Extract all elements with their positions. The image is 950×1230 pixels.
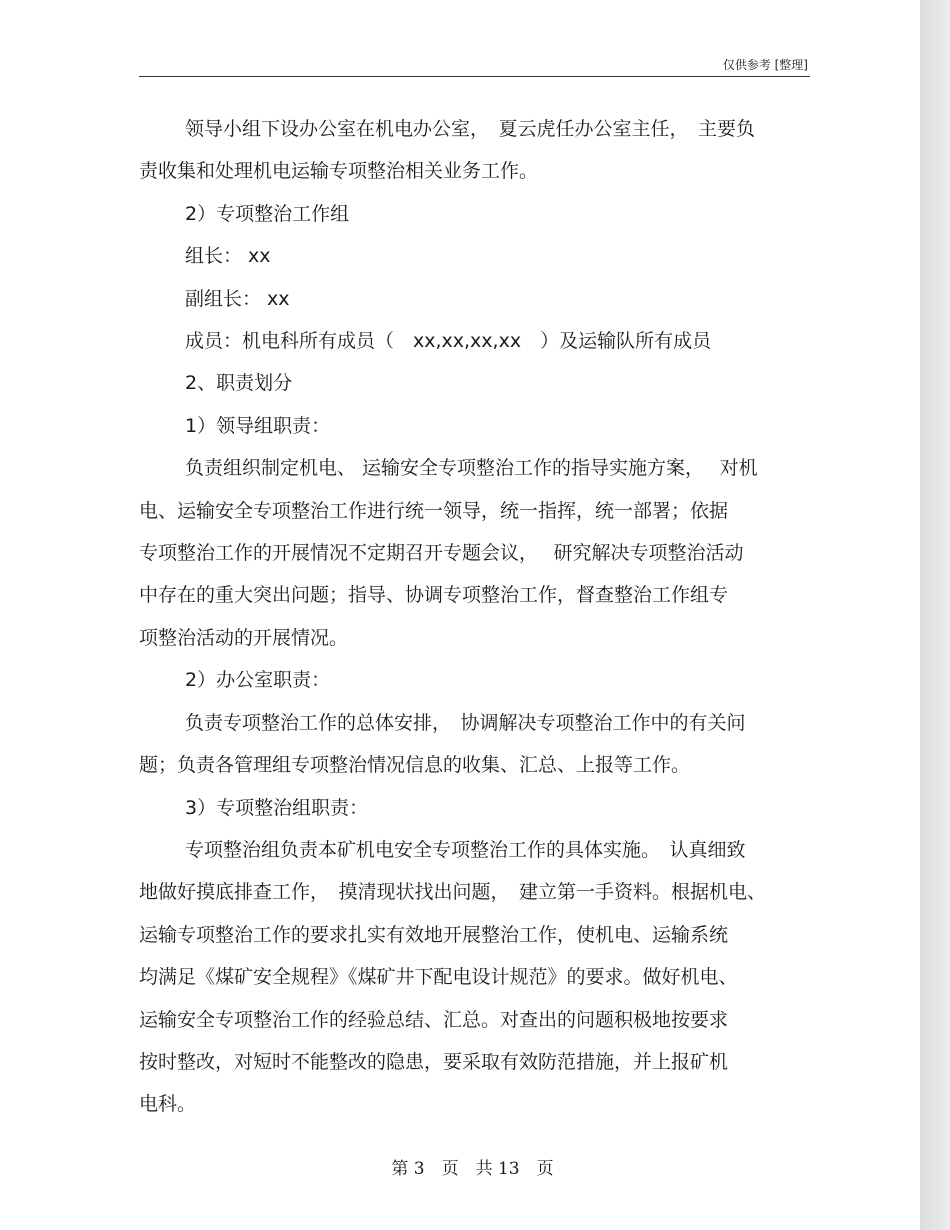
paragraph-line: 1）领导组职责：: [185, 414, 331, 437]
paragraph-line: 2）办公室职责：: [185, 669, 331, 692]
paragraph-line: 责收集和处理机电运输专项整治相关业务工作。: [139, 160, 539, 183]
paragraph-line: 运输专项整治工作的要求扎实有效地开展整治工作，使机电、运输系统: [139, 923, 729, 946]
paragraph-line: 副组长： xx: [185, 287, 290, 310]
page-number: 第 3 页 共 13 页: [391, 1159, 554, 1179]
paragraph-line: 运输安全专项整治工作的经验总结、汇总。对查出的问题积极地按要求: [139, 1008, 729, 1031]
paragraph-line: 专项整治组负责本矿机电安全专项整治工作的具体实施。 认真细致: [185, 838, 746, 861]
paragraph-line: 题；负责各管理组专项整治情况信息的收集、汇总、上报等工作。: [139, 754, 691, 777]
paragraph-line: 地做好摸底排查工作， 摸清现状找出问题， 建立第一手资料。根据机电、: [139, 881, 767, 904]
paragraph-line: 2）专项整治工作组: [185, 202, 350, 225]
header-note: 仅供参考 [整理]: [722, 58, 808, 72]
paragraph-line: 组长： xx: [185, 245, 271, 268]
paragraph-line: 中存在的重大突出问题；指导、协调专项整治工作，督查整治工作组专: [139, 584, 729, 607]
paragraph-line: 电科。: [139, 1093, 197, 1116]
paragraph-line: 领导小组下设办公室在机电办公室， 夏云虎任办公室主任， 主要负: [185, 118, 756, 140]
header-divider: [139, 76, 810, 77]
page-shadow: [920, 0, 950, 1230]
paragraph-line: 专项整治工作的开展情况不定期召开专题会议， 研究解决专项整治活动: [139, 542, 744, 565]
paragraph-line: 均满足《煤矿安全规程》《煤矿井下配电设计规范》的要求。做好机电、: [139, 966, 738, 989]
paragraph-line: 负责专项整治工作的总体安排， 协调解决专项整治工作中的有关问: [185, 711, 746, 734]
paragraph-line: 3）专项整治组职责：: [185, 796, 369, 819]
paragraph-line: 电、运输安全专项整治工作进行统一领导，统一指挥，统一部署；依据: [139, 499, 729, 522]
paragraph-line: 负责组织制定机电、 运输安全专项整治工作的指导实施方案， 对机: [185, 457, 758, 480]
document-body: [139, 108, 811, 1126]
paragraph-line: 按时整改，对短时不能整改的隐患，要采取有效防范措施，并上报矿机: [139, 1050, 729, 1073]
paragraph-line: 项整治活动的开展情况。: [139, 626, 349, 649]
paragraph-line: 成员：机电科所有成员（ xx,xx,xx,xx ）及运输队所有成员: [185, 330, 712, 353]
paragraph-line: 2、职责划分: [185, 372, 293, 395]
